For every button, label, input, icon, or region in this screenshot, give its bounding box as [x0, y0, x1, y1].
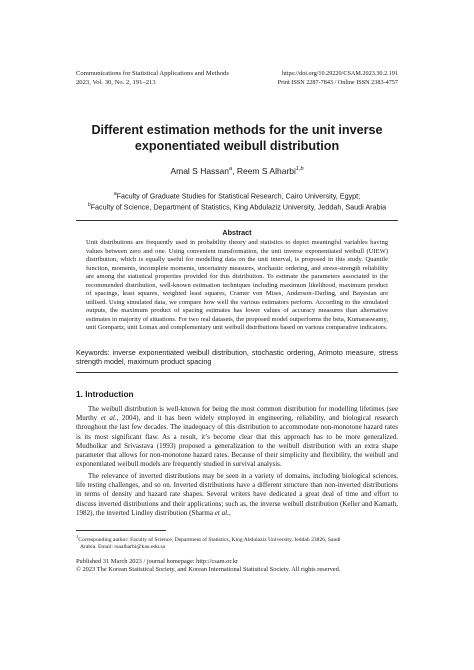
- affiliation-b-text: Faculty of Science, Department of Statistics, King Abdulaziz University, Jeddah, Saudi Arabia: [90, 202, 387, 212]
- journal-issue: 2023, Vol. 30, No. 2, 191–213: [76, 78, 156, 86]
- publication-info: [76, 558, 340, 575]
- keywords-text: inverse exponentiated weibull distribution, stochastic ordering, Arimoto measure, stress strength model, maximum product spacing: [76, 348, 398, 367]
- intro-p1-text-a: The weibull distribution is well-known for being the most common distribution for modelling lifetimes (see Murthy: [76, 405, 398, 423]
- affiliations: [0, 190, 474, 212]
- footnote-rule: [76, 530, 166, 531]
- footnote-superscript: 1: [76, 534, 79, 539]
- published-line: Published 31 March 2023 / journal homepage: http://csam.or.kr: [76, 558, 239, 565]
- affiliation-b: [0, 201, 474, 212]
- author-2-superscript: 1,b: [295, 166, 304, 173]
- abstract-text: Unit distributions are frequently used in probability theory and statistics to depict meaningful variables having values between zero and one. Using convenient transformation, the unit inverse exponentiated weibull (UIEW) distribution, which is equally useful for modelling data on the unit interval, is proposed in this study. Quantile function, moments, incomplete moments, uncertainty measures, stochastic ordering, and stress-strength reliability are among the statistical properties provided for this distribution. To estimate the parameters associated to the recommended distribution, well-known estimation techniques including maximum likelihood, maximum product of spacings, least squares, weighted least squares, Cramer von Mises, Anderson–Darling, and Bayesian are utilised. Using simulated data, we compare how well the various estimators perform. According to the simulated outputs, the maximum product of spacing estimates has lower values of accuracy measures than alternative estimates in majority of situations. For two real datasets, the proposed model outperforms the beta, Kumaraswamy, unit Gompartz, unit Lomax and complementary unit weibull distributions based on various comparative indicators.: [86, 239, 388, 332]
- title-line-2: exponentiated weibull distribution: [134, 138, 340, 153]
- affiliation-a-superscript: a: [113, 191, 117, 197]
- issn: Print ISSN 2287-7843 / Online ISSN 2383-4757: [277, 78, 398, 86]
- abstract-bottom-rule: [76, 372, 398, 373]
- intro-paragraph-2: [76, 472, 398, 518]
- keywords: [76, 348, 398, 367]
- footnote-line-1-text: Corresponding author: Faculty of Science, Department of Statistics, King Abdulaziz University, Jeddah 23826, Saudi: [78, 536, 341, 543]
- journal-citation: [76, 70, 229, 87]
- copyright-line: © 2023 The Korean Statistical Society, and Korean International Statistical Society. All rights reserved.: [76, 566, 341, 574]
- title-line-1: Different estimation methods for the unit inverse: [91, 123, 383, 137]
- intro-p2-text-b: ,: [228, 508, 231, 517]
- abstract-heading: Abstract: [222, 228, 252, 237]
- intro-p2-text-a: The relevance of inverted distributions may be seen in a variety of domains, including biological sciences, life testing challenges, and so on. Inverted distributions have a different structure than non-inverted distributions in terms of density and hazard rate shapes. Several writers have dedicated a great deal of time and effort to discuss inverted distributions and their applications; such as, the inverse weibull distribution (Keller and Kamath, 1982), the inverted Lindley distribution (Sharma: [76, 472, 398, 517]
- intro-p1-etal: et al.: [100, 414, 117, 423]
- author-separator: ,: [232, 166, 237, 176]
- section-heading-introduction: 1. Introduction: [76, 389, 134, 399]
- abstract-top-rule: [76, 220, 398, 221]
- paper-title: [0, 123, 474, 154]
- doi-link[interactable]: https://doi.org/10.29220/CSAM.2023.30.2.191: [281, 70, 398, 77]
- author-list: [0, 166, 474, 176]
- affiliation-b-superscript: b: [87, 201, 91, 208]
- author-1-superscript: a: [229, 166, 233, 173]
- footnote-line-2: Arabia. Email: rsaalharbi@kau.edu.sa: [80, 544, 166, 551]
- intro-p2-etal: et al.: [214, 508, 229, 517]
- intro-paragraph-1: [76, 405, 398, 469]
- author-2: Reem S Alharbi: [236, 166, 296, 176]
- intro-p1-text-b: , 2004), and it has been widely employed in engineering, reliability, and biological research throughout the last few decades. The inadequacy of this distribution to accommodate non-monotone hazard rates is its most significant flaw. As a result, it’s become clear that this approach has to be more generalized. Mudholkar and Srivastava (1993) proposed a generalization to the weibull distribution with an extra shape parameter that allows for non-monotone hazard rates. Because of their simplicity and flexibility, the weibull and exponentiated weibull models are frequently studied in survival analysis.: [76, 414, 399, 469]
- footnote-line-1: [76, 533, 398, 544]
- footnote: [76, 533, 398, 552]
- affiliation-a-text: Faculty of Graduate Studies for Statistical Research, Cairo University, Egypt;: [116, 191, 361, 201]
- affiliation-a: [0, 190, 474, 201]
- journal-name: Communications for Statistical Applications and Methods: [76, 70, 229, 77]
- author-1: Amal S Hassan: [170, 166, 230, 176]
- keywords-label: Keywords:: [76, 348, 110, 357]
- journal-identifiers: [278, 70, 398, 87]
